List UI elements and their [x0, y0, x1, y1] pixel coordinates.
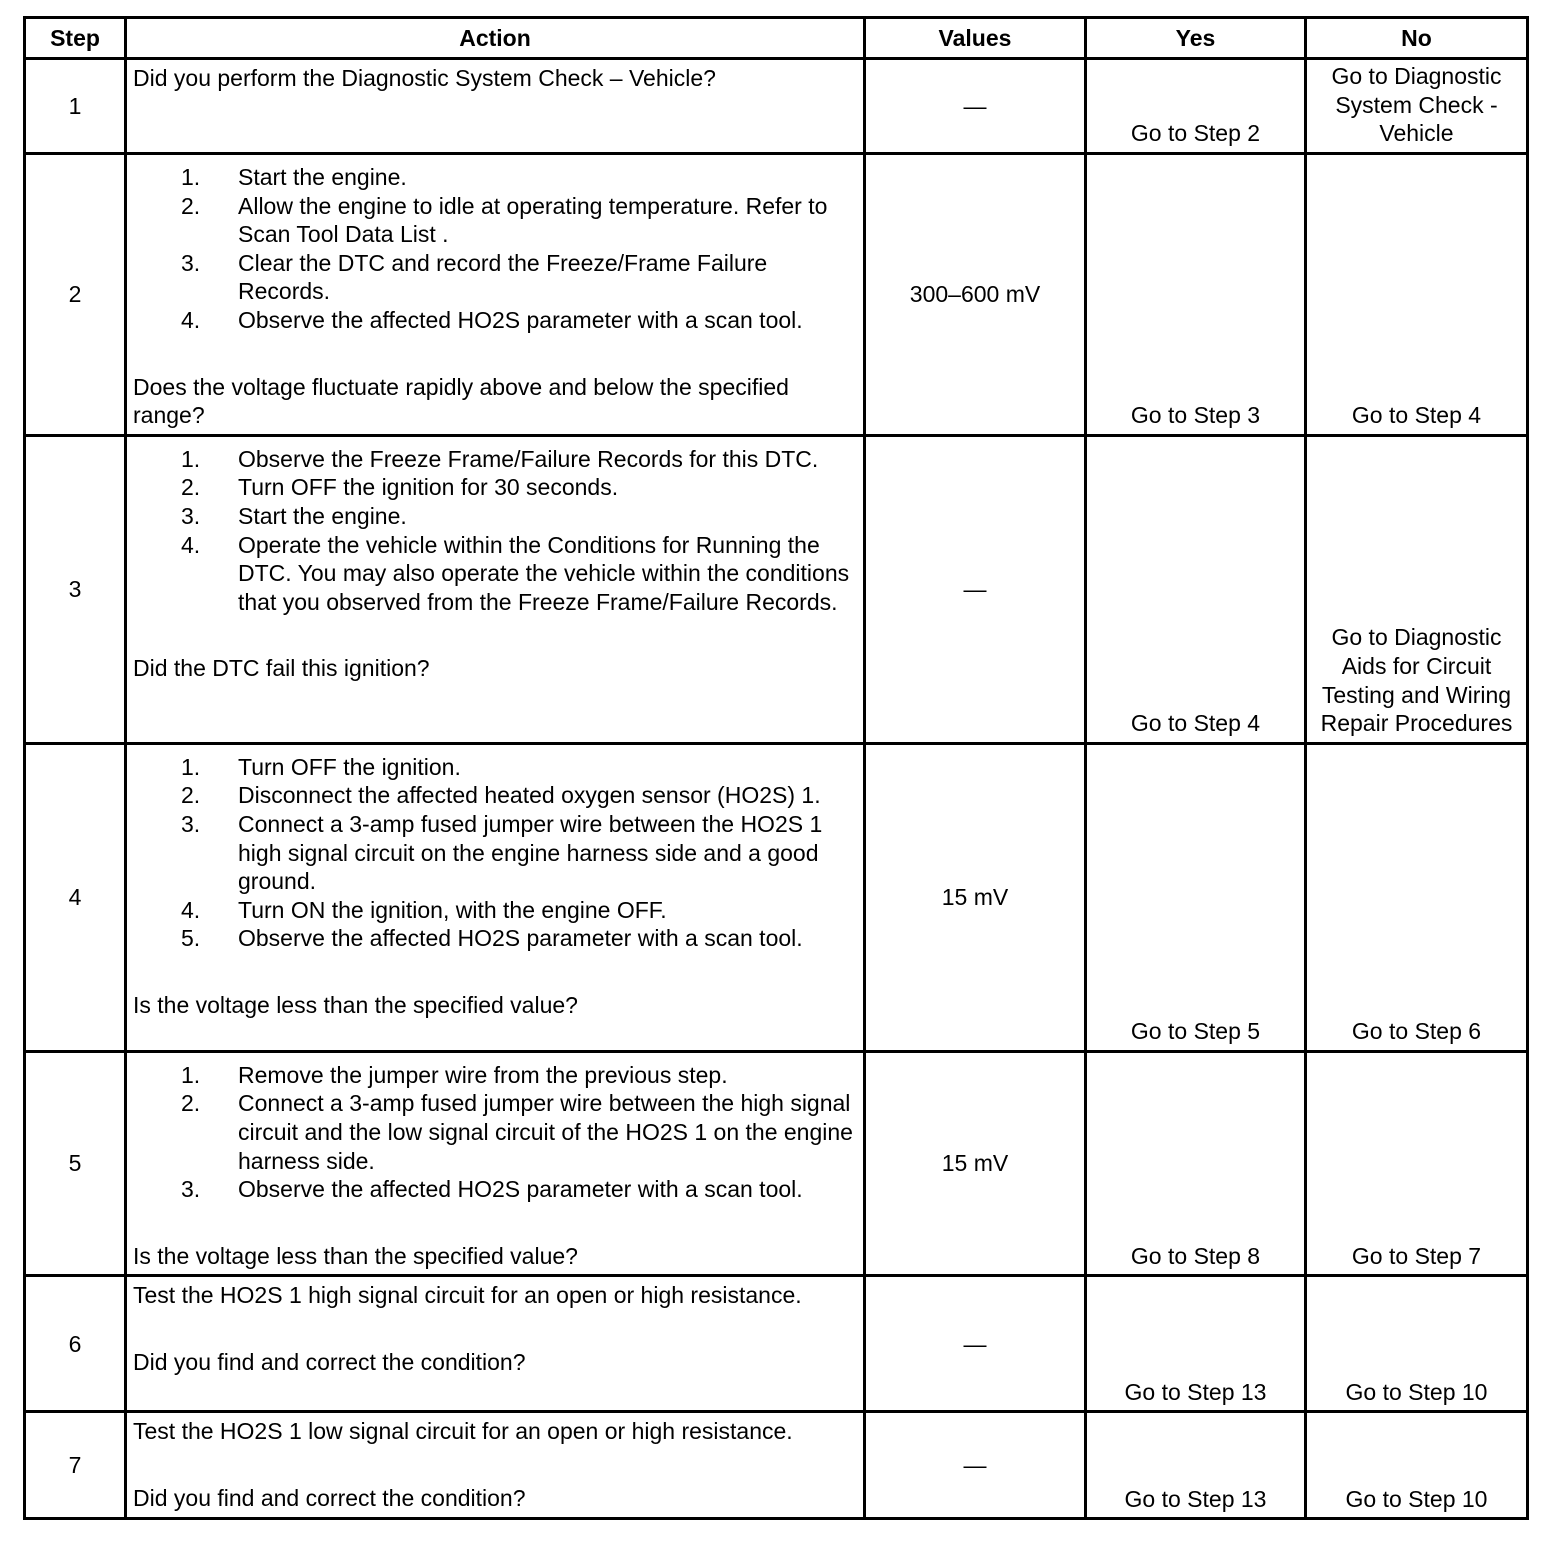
list-item-text: Start the engine. [238, 164, 407, 190]
list-item-number: 2. [181, 1090, 201, 1117]
no-cell: Go to Step 6 [1306, 743, 1528, 1051]
yes-cell: Go to Step 13 [1086, 1412, 1306, 1519]
value-cell: 15 mV [865, 743, 1086, 1051]
list-item-number: 1. [181, 1061, 201, 1088]
header-no: No [1306, 18, 1528, 59]
list-item-text: Observe the affected HO2S parameter with a scan tool. [238, 1176, 803, 1203]
action-question: Does the voltage fluctuate rapidly above and below the specified range? [133, 373, 789, 429]
list-item-number: 1. [181, 445, 201, 472]
list-item-text: Observe the Freeze Frame/Failure Records for this DTC. [238, 445, 819, 472]
list-item [133, 473, 857, 502]
table-row [25, 59, 1528, 154]
list-item [133, 502, 857, 531]
list-item-number: 4. [181, 896, 201, 923]
value-cell: 15 mV [865, 1051, 1086, 1276]
list-item-text: Remove the jumper wire from the previous step. [238, 1061, 728, 1088]
table-row [25, 154, 1528, 436]
list-item [133, 163, 857, 192]
no-cell: Go to Step 10 [1306, 1276, 1528, 1412]
no-cell: Go to Step 4 [1306, 154, 1528, 436]
list-item-text: Clear the DTC and record the Freeze/Frame Failure Records. [238, 249, 768, 305]
list-item-number: 3. [181, 810, 201, 837]
action-question: Is the voltage less than the specified value? [133, 1242, 578, 1269]
list-item-number: 4. [181, 531, 201, 558]
action-cell [126, 743, 865, 1051]
list-item-text: Turn OFF the ignition for 30 seconds. [238, 474, 619, 501]
header-yes: Yes [1086, 18, 1306, 59]
no-cell: Go to Diagnostic System Check - Vehicle [1306, 59, 1528, 154]
yes-cell: Go to Step 4 [1086, 435, 1306, 743]
list-item [133, 192, 857, 249]
list-item-number: 2. [181, 192, 201, 219]
list-item [133, 924, 857, 953]
action-cell [126, 1051, 865, 1276]
list-item-text: Operate the vehicle within the Conditions for Running the DTC. You may also operate the vehicle within the conditions that you observed from the Freeze Frame/Failure Records. [238, 531, 850, 615]
header-step: Step [25, 18, 126, 59]
list-item [133, 753, 857, 782]
yes-cell: Go to Step 5 [1086, 743, 1306, 1051]
step-number: 7 [25, 1412, 126, 1519]
action-intro: Test the HO2S 1 high signal circuit for an open or high resistance. [133, 1282, 802, 1309]
list-item-number: 4. [181, 306, 201, 333]
value-cell: — [865, 1276, 1086, 1412]
step-number: 2 [25, 154, 126, 436]
list-item [133, 249, 857, 306]
table-row [25, 1051, 1528, 1276]
no-cell: Go to Diagnostic Aids for Circuit Testing and Wiring Repair Procedures [1306, 435, 1528, 743]
list-item [133, 896, 857, 925]
list-item-text: Connect a 3-amp fused jumper wire between the HO2S 1 high signal circuit on the engine harness side and a good ground. [238, 810, 823, 895]
no-cell: Go to Step 10 [1306, 1412, 1528, 1519]
list-item-text: Observe the affected HO2S parameter with a scan tool. [238, 306, 803, 333]
list-item-text: Allow the engine to idle at operating temperature. Refer to Scan Tool Data List . [238, 192, 828, 248]
list-item-number: 1. [181, 753, 201, 780]
action-intro: Test the HO2S 1 low signal circuit for an open or high resistance. [133, 1418, 793, 1445]
yes-cell: Go to Step 13 [1086, 1276, 1306, 1412]
header-values: Values [865, 18, 1086, 59]
list-item-number: 3. [181, 502, 201, 529]
list-item-number: 2. [181, 474, 201, 501]
list-item-text: Observe the affected HO2S parameter with a scan tool. [238, 925, 803, 952]
action-question: Is the voltage less than the specified value? [133, 991, 578, 1018]
step-number: 6 [25, 1276, 126, 1412]
list-item-text: Turn ON the ignition, with the engine OFF. [238, 896, 667, 923]
action-cell [126, 435, 865, 743]
action-question: Did you find and correct the condition? [133, 1484, 526, 1511]
no-cell: Go to Step 7 [1306, 1051, 1528, 1276]
action-steps-list [133, 1061, 857, 1204]
yes-cell: Go to Step 2 [1086, 59, 1306, 154]
list-item [133, 1175, 857, 1204]
table-row [25, 743, 1528, 1051]
list-item [133, 306, 857, 335]
table-row [25, 435, 1528, 743]
step-number: 4 [25, 743, 126, 1051]
action-question: Did you find and correct the condition? [133, 1348, 526, 1375]
list-item [133, 531, 857, 617]
step-number: 3 [25, 435, 126, 743]
list-item [133, 810, 857, 896]
action-question: Did the DTC fail this ignition? [133, 655, 430, 682]
action-question: Did you perform the Diagnostic System Check – Vehicle? [133, 65, 716, 91]
yes-cell: Go to Step 8 [1086, 1051, 1306, 1276]
list-item-number: 2. [181, 782, 201, 809]
value-cell: — [865, 435, 1086, 743]
list-item [133, 445, 857, 474]
step-number: 5 [25, 1051, 126, 1276]
list-item-number: 3. [181, 249, 201, 276]
value-cell: — [865, 59, 1086, 154]
action-cell [126, 1276, 865, 1412]
step-number: 1 [25, 59, 126, 154]
list-item-text: Start the engine. [238, 502, 407, 529]
header-row [25, 18, 1528, 59]
list-item-number: 1. [181, 164, 201, 190]
yes-cell: Go to Step 3 [1086, 154, 1306, 436]
diagnostic-table [23, 16, 1529, 1520]
action-cell [126, 59, 865, 154]
list-item-number: 5. [181, 925, 201, 952]
action-cell [126, 154, 865, 436]
table-row [25, 1276, 1528, 1412]
list-item-text: Disconnect the affected heated oxygen sensor (HO2S) 1. [238, 782, 821, 809]
action-steps-list [133, 163, 857, 335]
action-steps-list [133, 753, 857, 953]
value-cell: — [865, 1412, 1086, 1519]
table-row [25, 1412, 1528, 1519]
action-steps-list [133, 445, 857, 617]
list-item [133, 1089, 857, 1175]
list-item [133, 1061, 857, 1090]
list-item-text: Connect a 3-amp fused jumper wire between the high signal circuit and the low signal circuit of the HO2S 1 on the engine harness side. [238, 1090, 853, 1174]
list-item [133, 781, 857, 810]
header-action: Action [126, 18, 865, 59]
list-item-text: Turn OFF the ignition. [238, 753, 461, 780]
action-cell [126, 1412, 865, 1519]
list-item-number: 3. [181, 1176, 201, 1203]
value-cell: 300–600 mV [865, 154, 1086, 436]
